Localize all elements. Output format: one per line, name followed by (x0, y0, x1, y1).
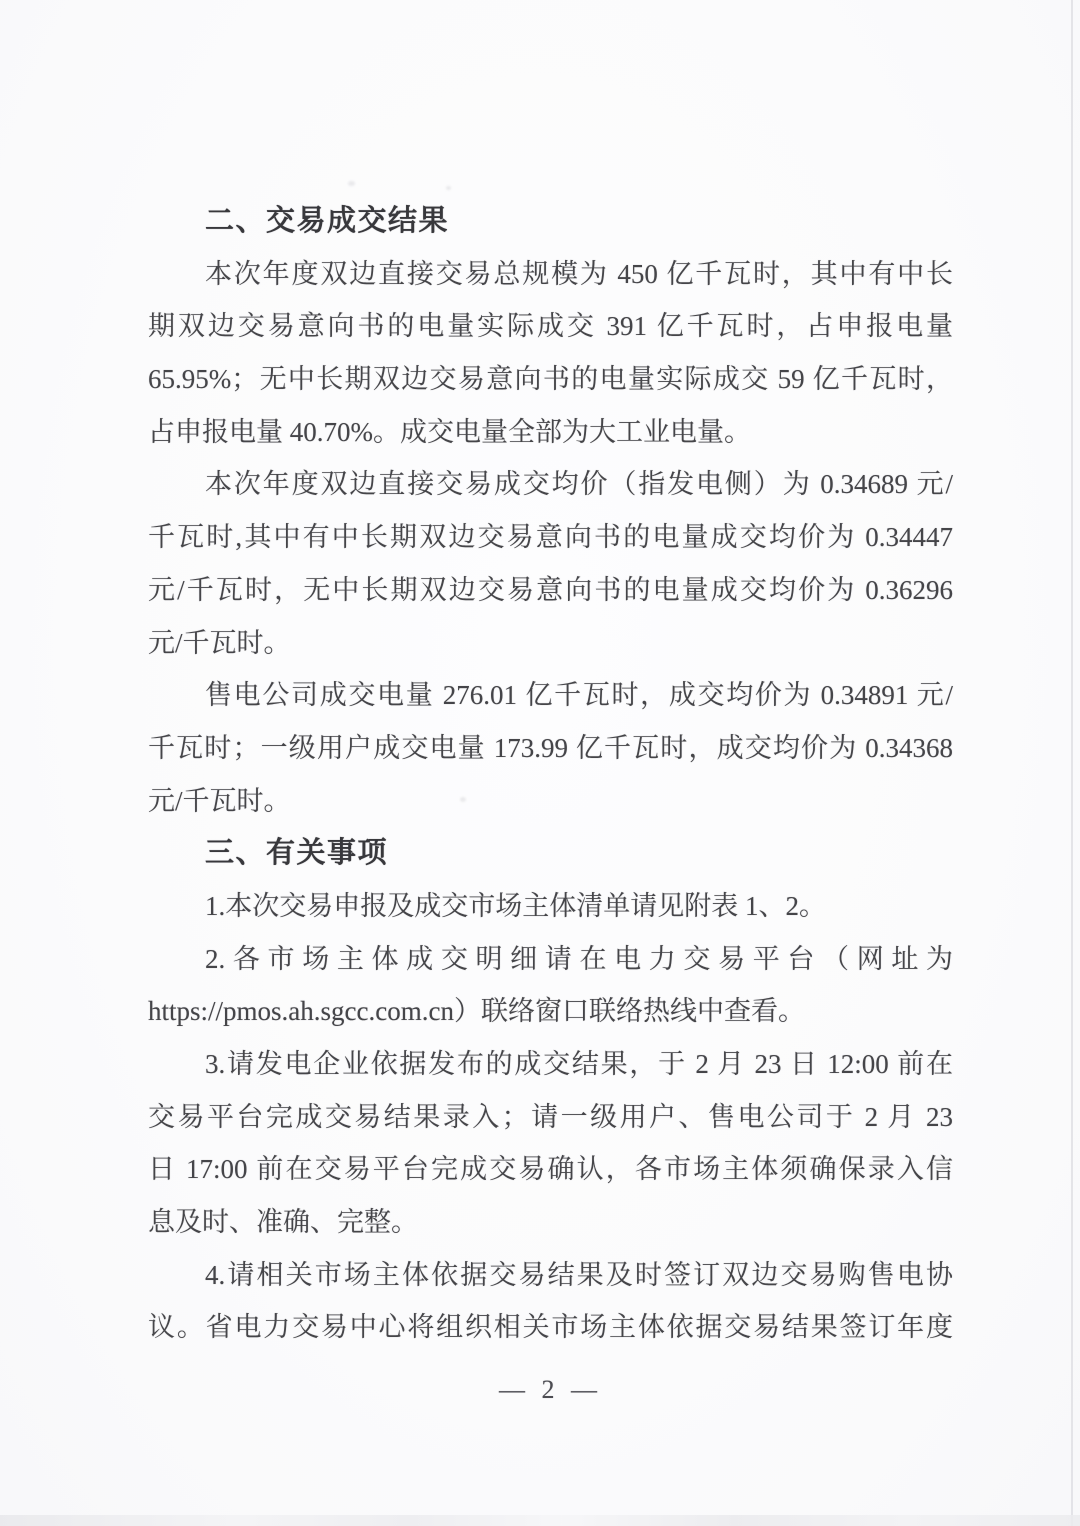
paragraph-line: 本次年度双边直接交易总规模为 450 亿千瓦时，其中有中长 (205, 258, 953, 289)
paragraph-line: 千瓦时；一级用户成交电量 173.99 亿千瓦时，成交均价为 0.34368 (148, 732, 953, 763)
scan-speck (460, 797, 466, 802)
paragraph-line: 本次年度双边直接交易成交均价（指发电侧）为 0.34689 元/ (205, 469, 953, 500)
paragraph-line: 65.95%；无中长期双边交易意向书的电量实际成交 59 亿千瓦时， (148, 364, 953, 395)
section-heading-3: 三、有关事项 (205, 837, 389, 870)
scan-speck (446, 186, 451, 190)
document-body (148, 195, 953, 1354)
paragraph-line: 息及时、准确、完整。 (148, 1207, 418, 1238)
scan-edge-smudge (0, 1515, 1080, 1526)
paragraph-line: 2.各市场主体成交明细请在电力交易平台（网址为 (205, 943, 953, 974)
paragraph-line: 千瓦时,其中有中长期双边交易意向书的电量成交均价为 0.34447 (148, 522, 953, 553)
scan-line-artifact (1071, 0, 1073, 1526)
paragraph-line: 元/千瓦时。 (148, 785, 291, 816)
paragraph-line: 交易平台完成交易结果录入；请一级用户、售电公司于 2 月 23 (148, 1101, 953, 1132)
url-text: https://pmos.ah.sgcc.com.cn）联络窗口联络热线中查看。 (148, 996, 805, 1027)
paragraph-line: 议。省电力交易中心将组织相关市场主体依据交易结果签订年度 (148, 1312, 953, 1343)
page-number: — 2 — (499, 1375, 602, 1404)
paragraph-line: 售电公司成交电量 276.01 亿千瓦时，成交均价为 0.34891 元/ (205, 680, 953, 711)
paragraph-line: 3.请发电企业依据发布的成交结果，于 2 月 23 日 12:00 前在 (205, 1049, 953, 1079)
paragraph-line: 4.请相关市场主体依据交易结果及时签订双边交易购售电协 (205, 1259, 953, 1290)
scan-speck (348, 181, 355, 186)
paragraph-line: 元/千瓦时，无中长期双边交易意向书的电量成交均价为 0.36296 (148, 574, 953, 605)
paragraph-line: 日 17:00 前在交易平台完成交易确认，各市场主体须确保录入信 (148, 1154, 953, 1185)
paragraph-line: 元/千瓦时。 (148, 627, 291, 658)
paragraph-line: 期双边交易意向书的电量实际成交 391 亿千瓦时，占申报电量 (148, 311, 953, 342)
paragraph-line: 占申报电量 40.70%。成交电量全部为大工业电量。 (148, 416, 751, 447)
section-heading-2: 二、交易成交结果 (205, 205, 450, 237)
paragraph-line: 1.本次交易申报及成交市场主体清单请见附表 1、2。 (205, 890, 826, 921)
